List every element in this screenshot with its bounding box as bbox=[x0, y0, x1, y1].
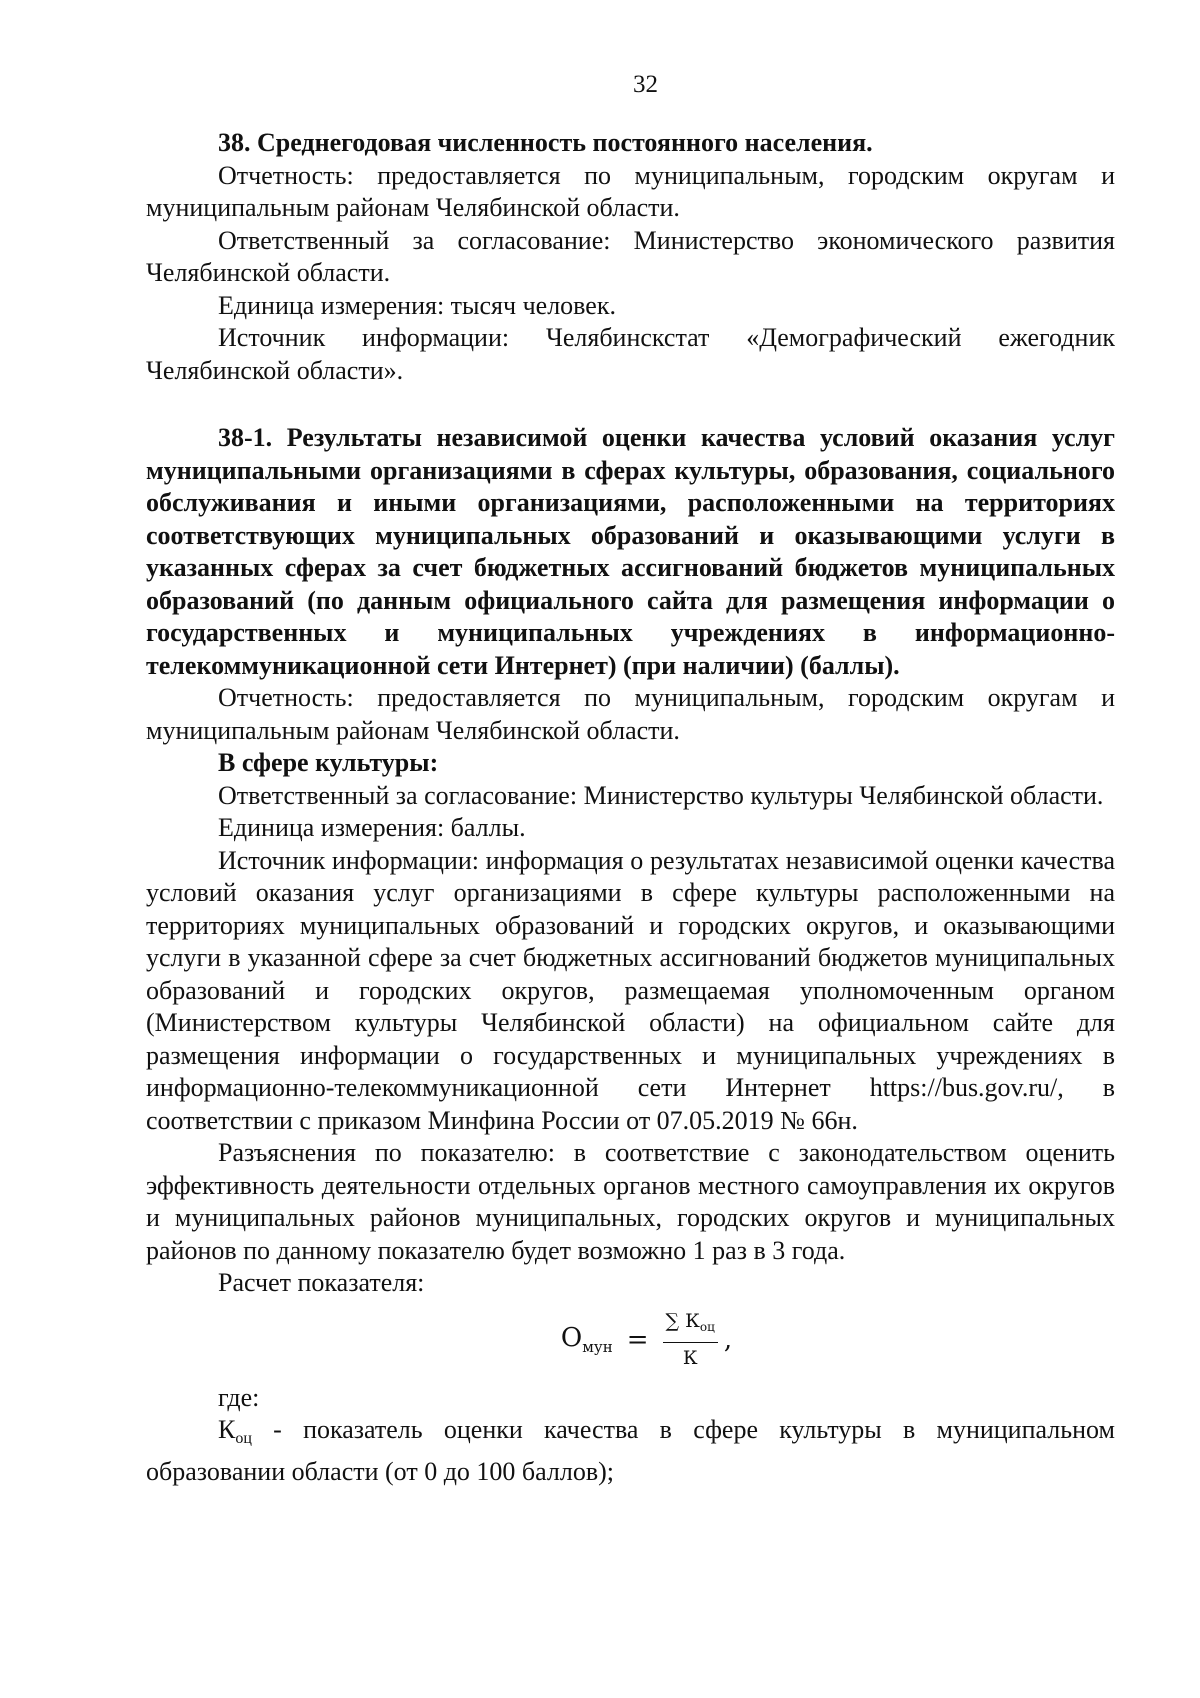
formula-denominator: К bbox=[682, 1347, 698, 1369]
formula bbox=[146, 1302, 1115, 1378]
formula-comma: , bbox=[723, 1324, 733, 1355]
formula-fraction bbox=[663, 1308, 718, 1371]
section-38-reporting: Отчетность: предоставляется по муниципальным, городским округам и муниципальным районам Челябинской области. bbox=[146, 160, 1115, 222]
section-38-unit: Единица измерения: тысяч человек. bbox=[218, 290, 616, 320]
section-38-title: 38. Среднегодовая численность постоянного населения. bbox=[218, 128, 873, 157]
page-number: 32 bbox=[633, 71, 658, 98]
section-38-1-reporting: Отчетность: предоставляется по муниципальным, городским округам и муниципальным районам Челябинской области. bbox=[146, 683, 1115, 745]
section-38-responsible: Ответственный за согласование: Министерство экономического развития Челябинской области. bbox=[146, 225, 1115, 287]
formula-equals: = bbox=[626, 1324, 649, 1355]
calculation-label: Расчет показателя: bbox=[218, 1268, 425, 1297]
formula-lhs: $О_{мун}$ bbox=[560, 1323, 613, 1356]
section-38-1-title: 38-1. Результаты независимой оценки качества условий оказания услуг муниципальными организациями в сферах культуры, образования, социального обслуживания и иными организациями, расположенными на территориях соответствующих муниципальных образований и оказывающими услуги в указанных сферах за счет бюджетных ассигнований бюджетов муниципальных образований (по данным официального сайта для размещения информации о государственных и муниципальных учреждениях в информационно-телекоммуникационной сети Интернет) (при наличии) (баллы). bbox=[146, 423, 1115, 680]
culture-responsible: Ответственный за согласование: Министерство культуры Челябинской области. bbox=[218, 780, 1104, 810]
culture-source: Источник информации: информация о результатах независимой оценки качества условий оказания услуг организациями в сфере культуры расположенными на территориях муниципальных образований и городских округов, и оказывающими услуги в указанной сфере за счет бюджетных ассигнований бюджетов муниципальных образований и городских округов, размещаемая уполномоченным органом (Министерством культуры Челябинской области) на официальном сайте для размещения информации о государственных и муниципальных учреждениях в информационно-телекоммуникационной сети Интернет https://bus.gov.ru/, в соответствии с приказом Минфина России от 07.05.2019 № 66н. bbox=[146, 845, 1115, 1135]
section-gap bbox=[146, 387, 1115, 422]
formula-numerator: ∑ $К_{оц}$ bbox=[663, 1308, 718, 1343]
culture-explanation: Разъяснения по показателю: в соответствие с законодательством оценить эффективность деятельности отдельных органов местного самоуправления их округов и муниципальных районов муниципальных, городских округов и муниципальных районов по данному показателю будет возможно 1 раз в 3 года. bbox=[146, 1138, 1115, 1265]
culture-heading: В сфере культуры: bbox=[218, 748, 439, 777]
where-label: где: bbox=[218, 1382, 260, 1412]
culture-unit: Единица измерения: баллы. bbox=[218, 813, 526, 842]
section-38-source: Источник информации: Челябинскстат «Демографический ежегодник Челябинской области». bbox=[146, 323, 1115, 385]
definition-k-oc: $К_{оц}$ - показатель оценки качества в сфере культуры в муниципальном образовании области (от 0 до 100 баллов); bbox=[146, 1415, 1115, 1486]
